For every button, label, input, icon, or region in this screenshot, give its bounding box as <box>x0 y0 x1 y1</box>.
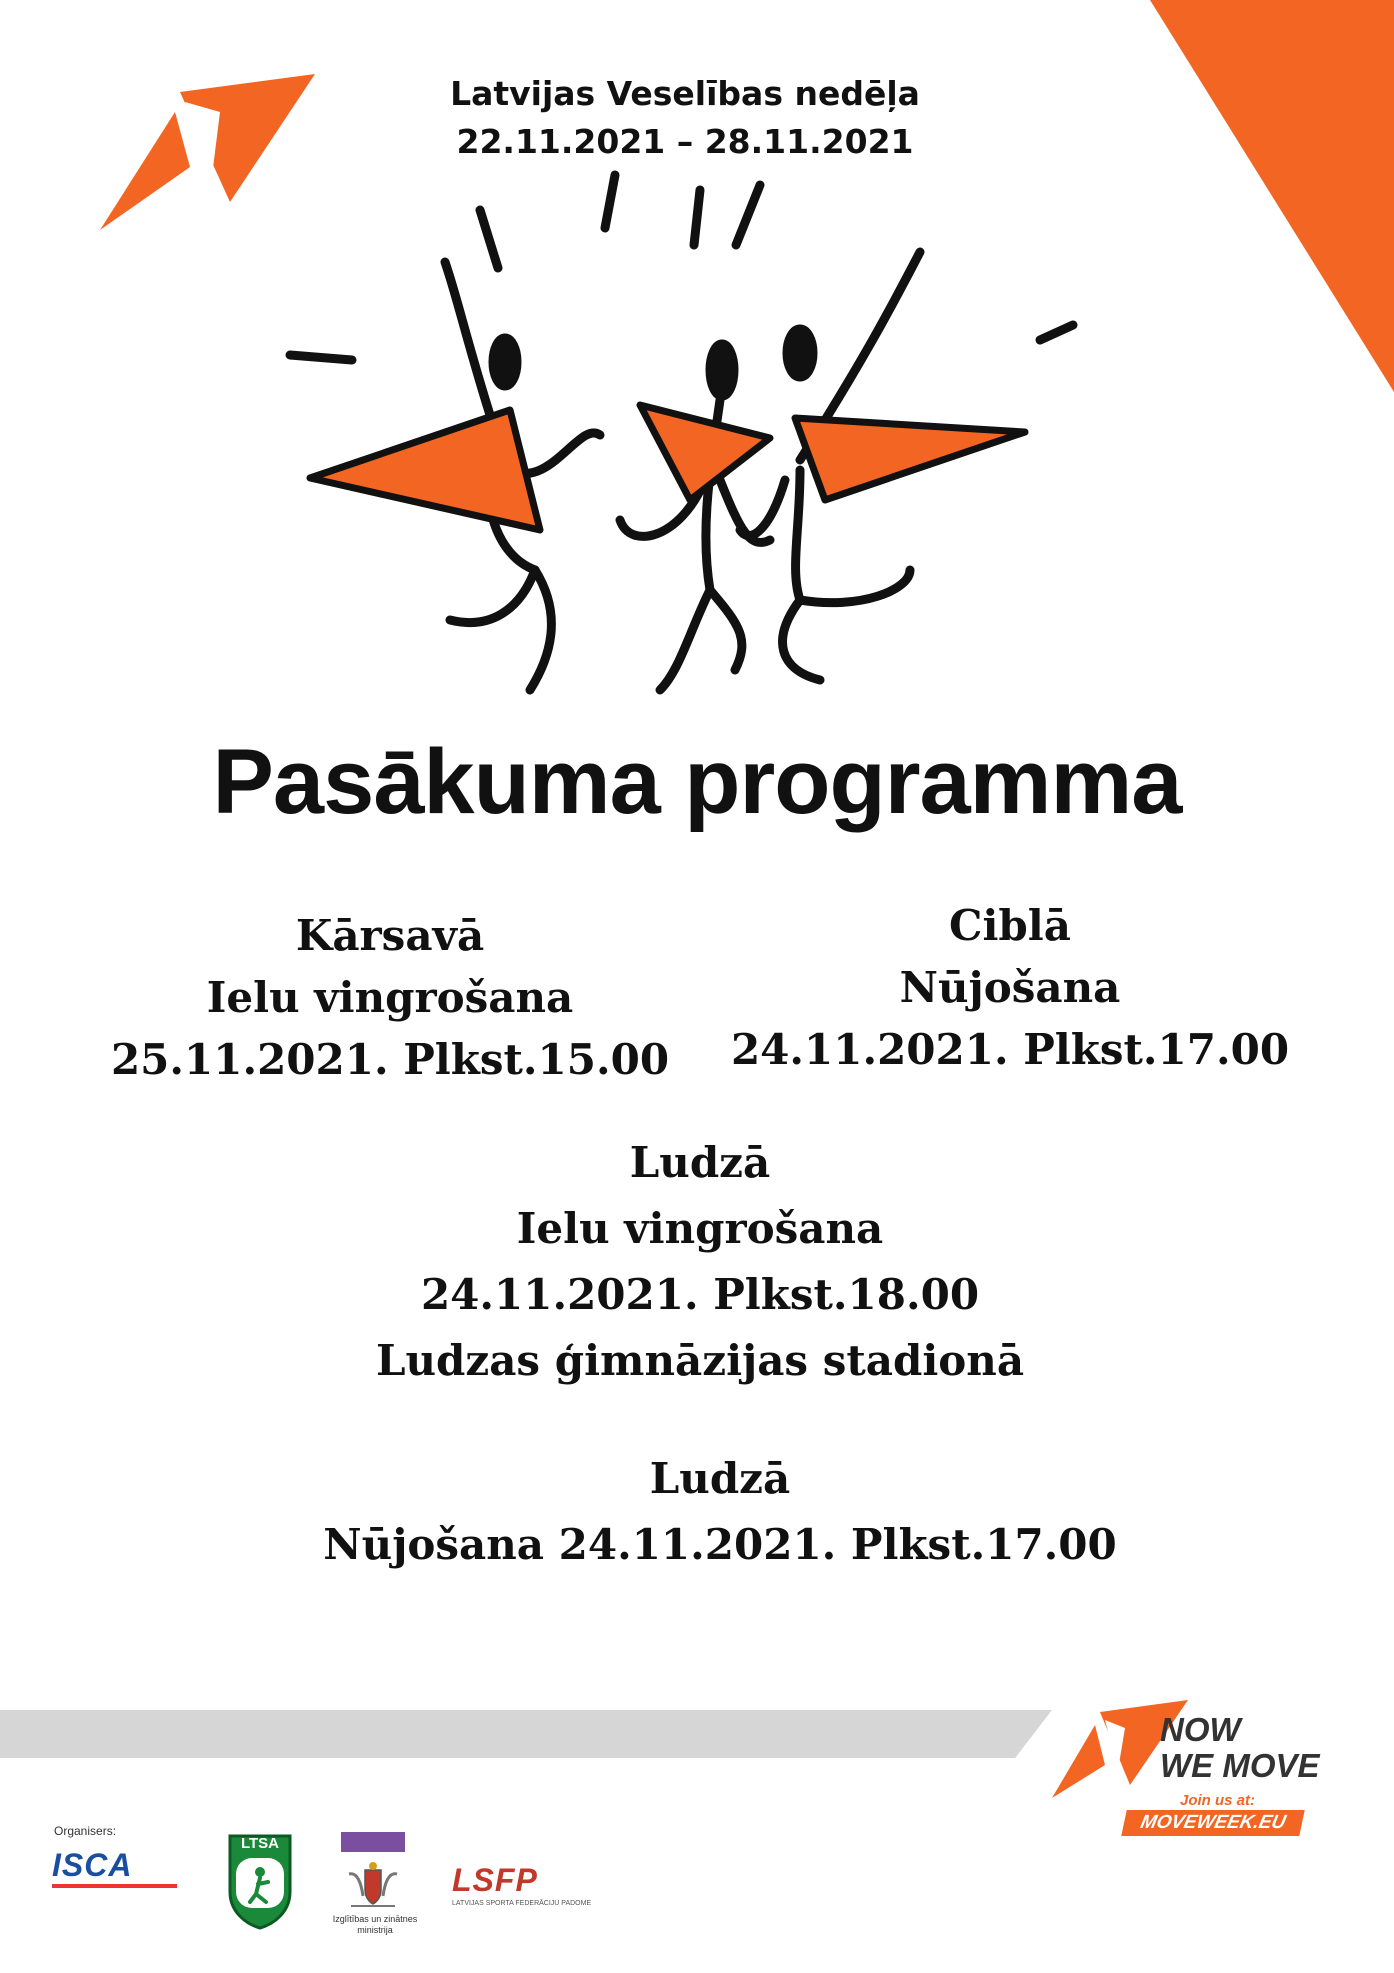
organisers-label: Organisers: <box>54 1824 117 1838</box>
isca-logo: ISCA <box>52 1847 133 1883</box>
event-activity: Nūjošana 24.11.2021. Plkst.17.00 <box>323 1520 1117 1569</box>
event-place: Ludzā <box>629 1138 771 1187</box>
footer-bar <box>0 1710 1052 1758</box>
event-activity: Ielu vingrošana <box>206 973 574 1022</box>
ministry-name: Izglītības un zinātnes ministrija <box>332 1914 418 1935</box>
join-us-text: Join us at: <box>1180 1792 1256 1809</box>
now-we-move-text: NOW WE MOVE <box>1160 1711 1320 1784</box>
moveweek-site-badge: MOVEWEEK.EU <box>1121 1810 1305 1836</box>
orange-corner-decoration <box>1150 0 1394 395</box>
lsfp-logo: LSFP <box>452 1862 538 1898</box>
isca-stripe-decoration <box>52 1884 177 1888</box>
event-venue: Ludzas ģimnāzijas stadionā <box>375 1336 1025 1385</box>
event-datetime: 24.11.2021. Plkst.17.00 <box>730 1025 1290 1074</box>
dancing-figures-illustration <box>280 170 1100 710</box>
header-dates: 22.11.2021 – 28.11.2021 <box>456 122 914 161</box>
event-cibla <box>710 895 1310 1081</box>
header-title: Latvijas Veselības nedēļa <box>450 74 920 113</box>
ministry-color-bar <box>341 1832 405 1852</box>
event-datetime: 25.11.2021. Plkst.15.00 <box>110 1035 670 1084</box>
page-title: Pasākuma programma <box>212 731 1182 833</box>
event-activity: Ielu vingrošana <box>516 1204 884 1253</box>
event-datetime: 24.11.2021. Plkst.18.00 <box>420 1270 980 1319</box>
event-place: Ciblā <box>949 901 1071 950</box>
event-place: Ludzā <box>649 1454 791 1503</box>
event-place: Kārsavā <box>295 911 485 960</box>
lsfp-subtitle: LATVIJAS SPORTA FEDERĀCIJU PADOME <box>452 1900 592 1907</box>
ltsa-label: LTSA <box>240 1835 280 1852</box>
event-activity: Nūjošana <box>899 963 1121 1012</box>
event-ludza-1 <box>300 1130 1100 1394</box>
latvia-coat-of-arms-icon <box>343 1860 403 1912</box>
event-karsava <box>90 905 690 1091</box>
event-ludza-2 <box>250 1446 1190 1578</box>
